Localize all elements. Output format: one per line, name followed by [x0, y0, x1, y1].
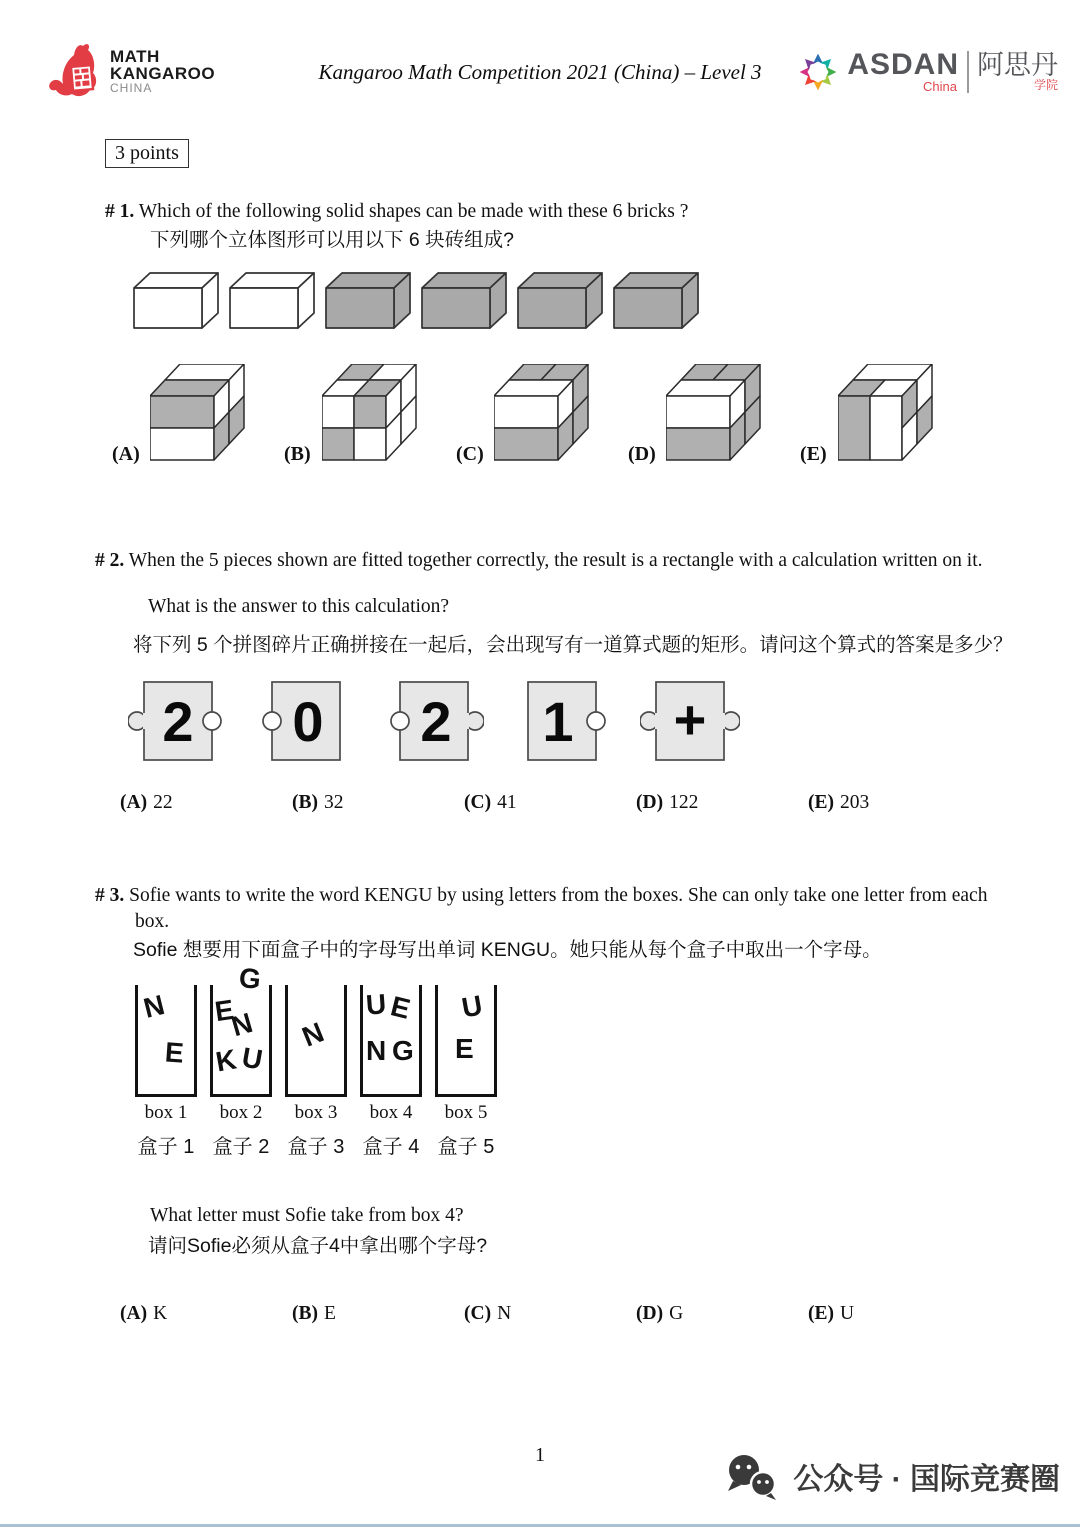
- q1-bricks-figure: [133, 272, 700, 330]
- points-badge: 3 points: [105, 139, 189, 168]
- asdan-pinwheel-icon: [797, 51, 839, 93]
- asdan-chinese-subtext: 学院: [1033, 77, 1058, 92]
- q3-question-zh: 请问Sofie必须从盒子4中拿出哪个字母?: [148, 1235, 488, 1257]
- q2-text-en: # 2. When the 5 pieces shown are fitted together correctly, the result is a rectangle with a calculation written on it.: [95, 550, 983, 571]
- asdan-wordmark: [847, 50, 959, 94]
- asdan-brand-text: ASDAN: [847, 48, 959, 81]
- q1-text-en: # 1. Which of the following solid shapes can be made with these 6 bricks ?: [105, 201, 689, 222]
- wechat-badge: [723, 1452, 1060, 1500]
- brick-gray-icon: [517, 272, 604, 330]
- box5-label-en: box 5: [444, 1102, 488, 1123]
- brick-white-icon: [133, 272, 220, 330]
- letter-box-4: U E N G: [360, 985, 422, 1097]
- q1-option-b: [284, 362, 442, 468]
- asdan-country-text: China: [923, 79, 957, 94]
- q2-option-e: (E) 203: [808, 792, 870, 813]
- q3-letter-boxes-figure: [135, 961, 497, 1097]
- q1-number: # 1.: [105, 201, 135, 222]
- wechat-label: 公众号 · 国际竞赛圈: [793, 1463, 1060, 1496]
- brick-white-icon: [229, 272, 316, 330]
- puzzle-piece-icon: [128, 680, 228, 762]
- svg-text:0: 0: [292, 690, 324, 753]
- q2-option-a: (A) 22: [120, 792, 173, 813]
- letter-box-1: N E: [135, 985, 197, 1097]
- brick-gray-icon: [325, 272, 412, 330]
- cube-figure-e: [838, 364, 938, 462]
- q1-option-d-label: (D): [628, 443, 656, 465]
- q3-box-labels-en: [135, 1102, 497, 1124]
- cube-figure-c: [494, 364, 594, 462]
- svg-text:2: 2: [420, 690, 452, 753]
- asdan-chinese-text: 阿思丹: [977, 49, 1058, 80]
- q3-option-e: (E) U: [808, 1303, 855, 1324]
- box3-label-en: box 3: [294, 1102, 338, 1123]
- q2-options: [120, 792, 958, 814]
- q2-text-zh: 将下列 5 个拼图碎片正确拼接在一起后，会出现写有一道算式题的矩形。请问这个算式的答案是多少？: [133, 634, 1013, 656]
- puzzle-piece-icon: [640, 680, 740, 762]
- brick-gray-icon: [421, 272, 508, 330]
- q3-option-b: (B) E: [292, 1303, 336, 1324]
- q2-text-en2: What is the answer to this calculation?: [148, 596, 450, 617]
- svg-text:2: 2: [162, 690, 194, 753]
- q2-option-c: (C) 41: [464, 792, 517, 813]
- puzzle-piece-icon: [256, 680, 356, 762]
- letter-box-5: U E: [435, 985, 497, 1097]
- cube-figure-a: [150, 364, 250, 462]
- box1-label-zh: 盒子 1: [137, 1136, 195, 1158]
- page-number: 1: [535, 1444, 545, 1466]
- q1-option-e-label: (E): [800, 443, 827, 465]
- svg-text:1: 1: [542, 690, 574, 753]
- box2-label-zh: 盒子 2: [212, 1136, 270, 1158]
- q3-text-zh: Sofie 想要用下面盒子中的字母写出单词 KENGU。她只能从每个盒子中取出一个字母。: [133, 939, 882, 961]
- box4-label-zh: 盒子 4: [362, 1136, 420, 1158]
- q3-box-labels-zh: [135, 1130, 497, 1159]
- brick-gray-icon: [613, 272, 700, 330]
- cube-figure-d: [666, 364, 766, 462]
- asdan-chinese-wordmark: [977, 49, 1058, 93]
- svg-text:+: +: [673, 688, 707, 751]
- q3-option-a: (A) K: [120, 1303, 168, 1324]
- q3-option-c: (C) N: [464, 1303, 512, 1324]
- puzzle-piece-icon: [384, 680, 484, 762]
- q1-text-zh: 下列哪个立体图形可以用以下 6 块砖组成?: [150, 229, 515, 251]
- page-title: Kangaroo Math Competition 2021 (China) – Level 3: [318, 60, 762, 84]
- letter-box-3: N: [285, 985, 347, 1097]
- letter-box-2: E G N K U: [210, 985, 272, 1097]
- asdan-logo: [797, 50, 1058, 94]
- q3-options: [120, 1303, 958, 1325]
- box5-label-zh: 盒子 5: [437, 1136, 495, 1158]
- q1-option-a-label: (A): [112, 443, 140, 465]
- q3-question-en: What letter must Sofie take from box 4?: [150, 1205, 464, 1226]
- q2-option-b: (B) 32: [292, 792, 344, 813]
- q1-option-e: [800, 362, 958, 468]
- q1-answer-figures: [112, 362, 958, 468]
- box1-label-en: box 1: [144, 1102, 188, 1123]
- q2-number: # 2.: [95, 550, 125, 571]
- q1-option-d: [628, 362, 786, 468]
- box3-label-zh: 盒子 3: [287, 1136, 345, 1158]
- q3-text-en: # 3. Sofie wants to write the word KENGU by using letters from the boxes. She can only take one letter from each box.: [95, 885, 988, 933]
- q2-option-d: (D) 122: [636, 792, 699, 813]
- q3-option-d: (D) G: [636, 1303, 684, 1324]
- q3-number: # 3.: [95, 885, 125, 906]
- box2-label-en: box 2: [219, 1102, 263, 1123]
- kangaroo-logo-line3: CHINA: [110, 81, 153, 95]
- puzzle-piece-icon: [512, 680, 612, 762]
- asdan-divider: [967, 51, 969, 93]
- q1-option-a: [112, 362, 270, 468]
- wechat-icon: [723, 1452, 781, 1500]
- q1-option-b-label: (B): [284, 443, 311, 465]
- q1-option-c: [456, 362, 614, 468]
- box4-label-en: box 4: [369, 1102, 413, 1123]
- kangaroo-logo-line2: KANGAROO: [110, 64, 216, 83]
- q2-puzzle-pieces-figure: [128, 680, 740, 762]
- q1-option-c-label: (C): [456, 443, 484, 465]
- kangaroo-logo-line1: MATH: [110, 47, 160, 66]
- cube-figure-b: [322, 364, 422, 462]
